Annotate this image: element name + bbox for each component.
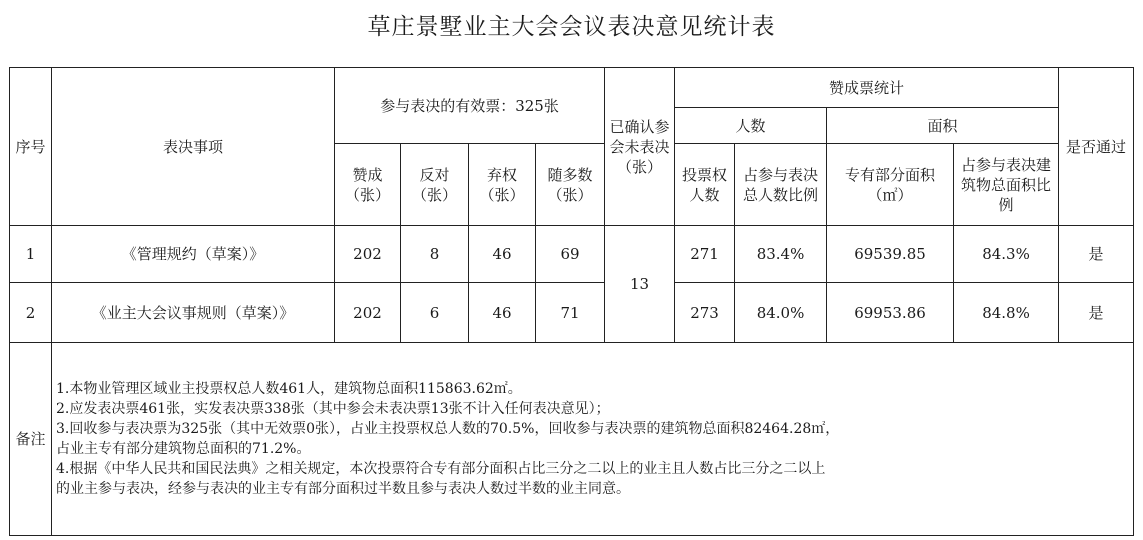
- remark-line: 的业主参与表决，经参与表决的业主专有部分面积过半数且参与表决人数过半数的业主同意。: [56, 481, 630, 497]
- header-area: 面积: [827, 108, 1059, 144]
- row-abstain: 46: [469, 226, 536, 283]
- header-abstain: 弃权（张）: [469, 144, 536, 226]
- row-people-ratio: 83.4%: [735, 226, 827, 283]
- remarks-label: 备注: [10, 343, 52, 536]
- table-row: [10, 226, 1134, 283]
- header-valid-votes: 参与表决的有效票：325张: [335, 68, 605, 144]
- header-exclusive-area: 专有部分面积（㎡）: [827, 144, 954, 226]
- row-item: 《管理规约（草案）》: [52, 226, 335, 283]
- vote-statistics-table: [9, 67, 1134, 536]
- header-passed: 是否通过: [1059, 68, 1134, 226]
- row-voters: 273: [675, 283, 735, 343]
- row-follow-majority: 69: [536, 226, 605, 283]
- row-approve: 202: [335, 283, 401, 343]
- row-area-ratio: 84.8%: [954, 283, 1059, 343]
- header-item: 表决事项: [52, 68, 335, 226]
- row-approve: 202: [335, 226, 401, 283]
- header-approve: 赞成（张）: [335, 144, 401, 226]
- row-seq: 1: [10, 226, 52, 283]
- row-passed: 是: [1059, 226, 1134, 283]
- row-voters: 271: [675, 226, 735, 283]
- unvoted-value: 13: [605, 226, 675, 343]
- remark-line: 2.应发表决票461张，实发表决票338张（其中参会未表决票13张不计入任何表决意见）；: [56, 401, 610, 417]
- row-oppose: 6: [401, 283, 469, 343]
- row-item: 《业主大会议事规则（草案）》: [52, 283, 335, 343]
- row-area: 69953.86: [827, 283, 954, 343]
- remark-line: 4.根据《中华人民共和国民法典》之相关规定，本次投票符合专有部分面积占比三分之二以上的业主且人数占比三分之二以上: [56, 461, 826, 477]
- header-oppose: 反对（张）: [401, 144, 469, 226]
- table-row: [10, 283, 1134, 343]
- header-voter-count: 投票权人数: [675, 144, 735, 226]
- header-people: 人数: [675, 108, 827, 144]
- header-seq: 序号: [10, 68, 52, 226]
- remark-line: 1.本物业管理区域业主投票权总人数461人，建筑物总面积115863.62㎡。: [56, 381, 522, 397]
- row-area: 69539.85: [827, 226, 954, 283]
- header-area-ratio: 占参与表决建筑物总面积比例: [954, 144, 1059, 226]
- row-passed: 是: [1059, 283, 1134, 343]
- row-oppose: 8: [401, 226, 469, 283]
- remark-line: 3.回收参与表决票为325张（其中无效票0张），占业主投票权总人数的70.5%，回收参与表决票的建筑物总面积82464.28㎡，: [56, 421, 840, 437]
- header-approve-stats: 赞成票统计: [675, 68, 1059, 108]
- header-follow-majority: 随多数（张）: [536, 144, 605, 226]
- header-unvoted: 已确认参会未表决（张）: [605, 68, 675, 226]
- row-seq: 2: [10, 283, 52, 343]
- remarks-content: [52, 343, 1134, 536]
- row-abstain: 46: [469, 283, 536, 343]
- row-area-ratio: 84.3%: [954, 226, 1059, 283]
- header-people-ratio: 占参与表决总人数比例: [735, 144, 827, 226]
- remark-line: 占业主专有部分建筑物总面积的71.2%。: [56, 441, 311, 457]
- page-title: 草庄景墅业主大会会议表决意见统计表: [367, 14, 776, 40]
- row-people-ratio: 84.0%: [735, 283, 827, 343]
- row-follow-majority: 71: [536, 283, 605, 343]
